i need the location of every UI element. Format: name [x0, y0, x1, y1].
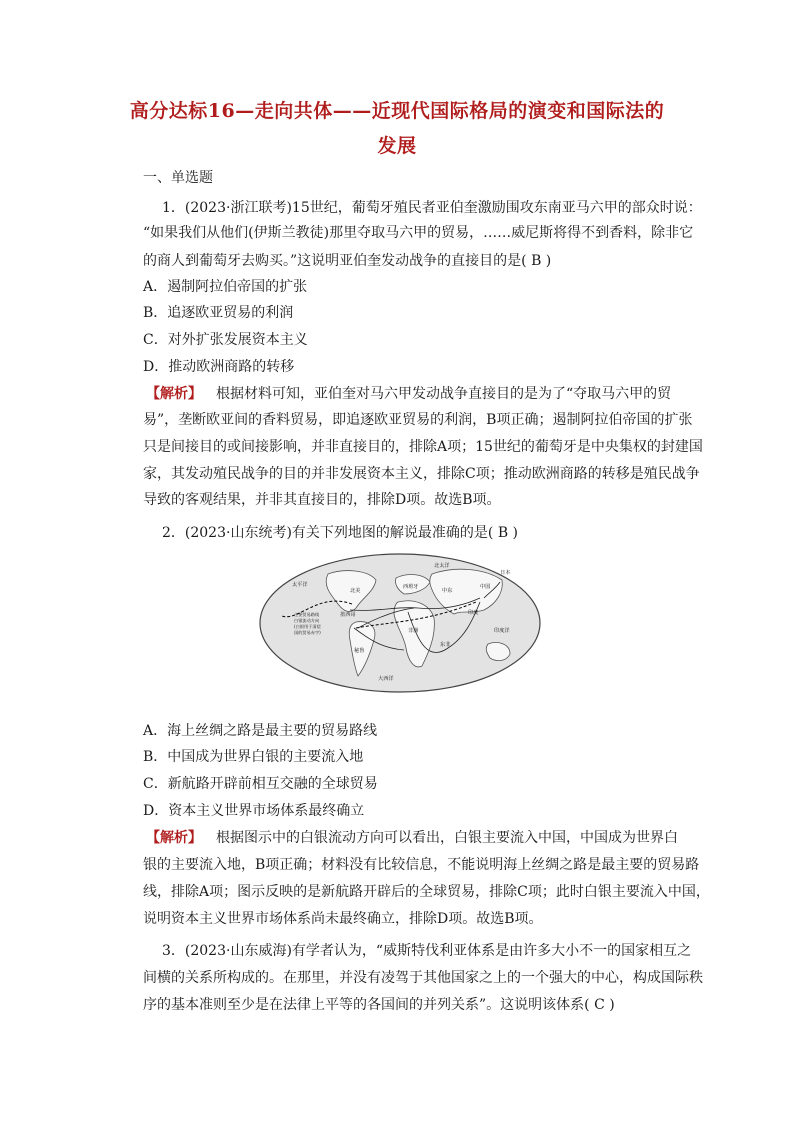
label-middle-east: 中东 — [442, 588, 453, 594]
q1-analysis-line: 导致的客观结果，并非其直接目的，排除D项。故选B项。 — [143, 492, 501, 508]
q2-stem: 2．(2023·山东统考)有关下列地图的解说最准确的是( B ) — [162, 525, 519, 541]
label-china: 中国 — [480, 584, 491, 590]
label-atlantic: 大西洋 — [378, 676, 394, 682]
map-legend — [294, 611, 322, 636]
q1-analysis-line: 易”，垄断欧亚间的香料贸易，即追逐欧亚贸易的利润，B项正确；遏制阿拉伯帝国的扩张 — [143, 412, 693, 428]
q3-stem-line: 序的基本准则至少是在法律上平等的各国间的并列关系”。这说明该体系( C ) — [143, 997, 615, 1013]
svg-text:国的贸易赤字): 国的贸易赤字) — [294, 630, 321, 635]
analysis-label: 【解析】 — [146, 386, 202, 402]
q1-analysis-line: 只是间接目的或间接影响，并非直接目的，排除A项；15世纪的葡萄牙是中央集权的封建国 — [143, 439, 703, 455]
label-peru: 秘鲁 — [354, 648, 365, 654]
q1-option-b: B．追逐欧亚贸易的利润 — [143, 305, 294, 321]
q2-analysis-line: 【解析】 根据图示中的白银流动方向可以看出，白银主要流入中国，中国成为世界白 — [146, 830, 678, 846]
q1-analysis-line: 家，其发动殖民战争的目的并非发展资本主义，排除C项；推动欧洲商路的转移是殖民战争 — [143, 466, 700, 482]
label-north-america: 北美 — [350, 588, 361, 594]
document-title-line2: 发展 — [377, 135, 417, 157]
label-mexico: 墨西哥 — [340, 612, 356, 618]
q1-stem-line: “如果我们从他们(伊斯兰教徒)那里夺取马六甲的贸易，……威尼斯将得不到香料，除非它 — [143, 225, 694, 241]
svg-text:(白银用于清偿: (白银用于清偿 — [294, 624, 321, 629]
q2-analysis-line: 线，排除A项；图示反映的是新航路开辟后的全球贸易，排除C项；此时白银主要流入中国， — [143, 884, 710, 900]
svg-text:白银流动方向: 白银流动方向 — [294, 618, 320, 623]
q1-analysis-line: 【解析】 根据材料可知，亚伯奎对马六甲发动战争直接目的是为了“夺取马六甲的贸 — [146, 386, 672, 402]
q2-analysis-line: 银的主要流入地，B项正确；材料没有比较信息，不能说明海上丝绸之路是最主要的贸易路 — [143, 857, 700, 873]
analysis-label: 【解析】 — [146, 830, 202, 846]
q2-analysis-line: 说明资本主义世界市场体系尚未最终确立，排除D项。故选B项。 — [143, 911, 543, 927]
world-trade-map — [258, 552, 542, 694]
q1-option-c: C．对外扩张发展资本主义 — [143, 332, 308, 348]
label-east-africa: 东非 — [440, 642, 451, 648]
q1-stem-line: 的商人到葡萄牙去购买。”这说明亚伯奎发动战争的直接目的是( B ) — [143, 253, 552, 269]
q2-option-c: C．新航路开辟前相互交融的全球贸易 — [143, 776, 378, 792]
label-india: 印度 — [468, 610, 479, 616]
label-indian-ocean: 印度洋 — [494, 628, 510, 634]
label-japan: 日本 — [500, 570, 511, 576]
q2-option-d: D．资本主义世界市场体系最终确立 — [143, 803, 365, 819]
q1-option-d: D．推动欧洲商路的转移 — [143, 359, 295, 375]
q1-option-a: A．遏制阿拉伯帝国的扩张 — [143, 279, 308, 295]
q3-stem-line: 3．(2023·山东威海)有学者认为，“威斯特伐利亚体系是由许多大小不一的国家相互之 — [162, 943, 692, 959]
q1-stem-line: 1．(2023·浙江联考)15世纪，葡萄牙殖民者亚伯奎激励围攻东南亚马六甲的部众时说： — [162, 200, 702, 216]
section-heading: 一、单选题 — [143, 170, 213, 186]
label-pacific: 太平洋 — [292, 582, 308, 588]
q2-option-a: A．海上丝绸之路是最主要的贸易路线 — [143, 723, 378, 739]
label-africa: 非洲 — [408, 628, 419, 634]
document-title-line1: 高分达标16—走向共体——近现代国际格局的演变和国际法的 — [129, 100, 665, 122]
label-spain: 西班牙 — [403, 584, 419, 590]
label-north-pacific: 北太洋 — [434, 563, 450, 569]
svg-text:主要贸易路线: 主要贸易路线 — [294, 612, 320, 617]
q2-option-b: B．中国成为世界白银的主要流入地 — [143, 749, 364, 765]
q3-stem-line: 间横的关系所构成的。在那里，并没有凌驾于其他国家之上的一个强大的中心，构成国际秩 — [143, 970, 703, 986]
